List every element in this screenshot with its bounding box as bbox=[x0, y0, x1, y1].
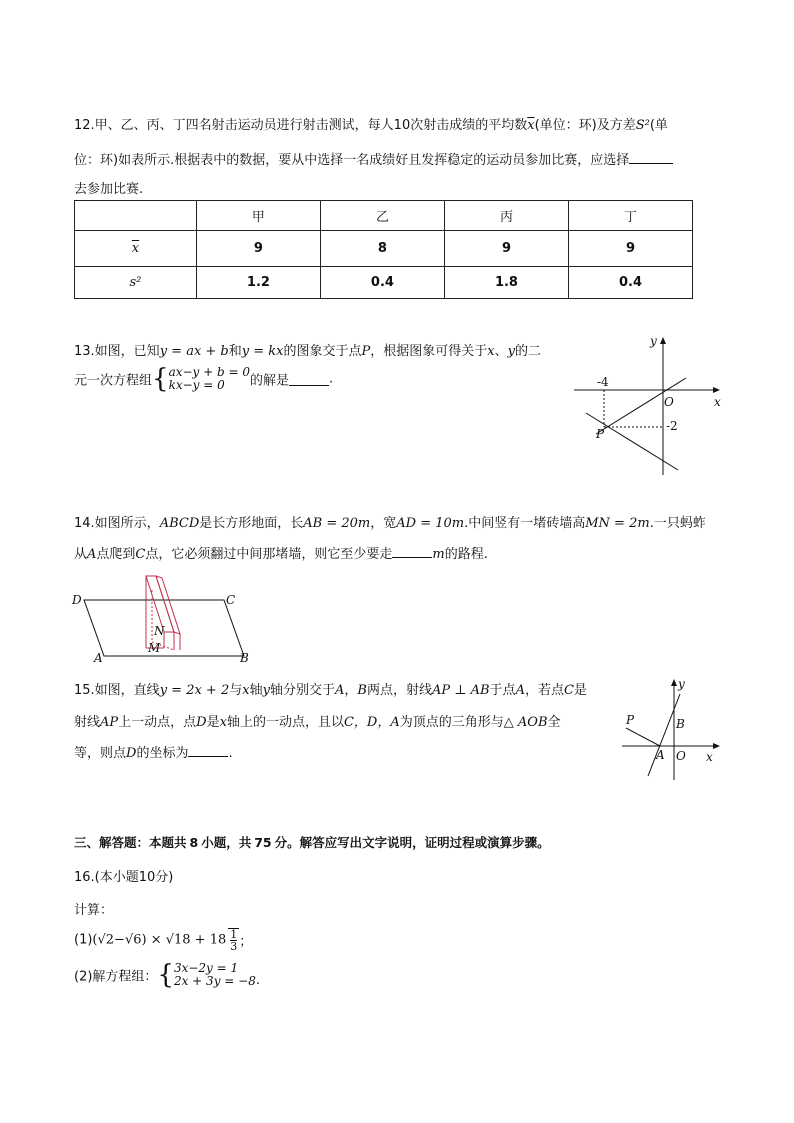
q14-line2 bbox=[74, 543, 488, 562]
ray-ap bbox=[626, 728, 660, 746]
q16-part2-label: (2)解方程组： bbox=[74, 969, 158, 985]
section3-count: 8 bbox=[189, 835, 199, 850]
q14-ad: AD = 10m bbox=[396, 516, 465, 531]
q15-var-x2: x bbox=[219, 715, 227, 730]
q16-sqrt-fraction bbox=[228, 928, 239, 952]
q14-text-c: ，宽 bbox=[370, 516, 397, 531]
q14-text-e: .一只蚂蚱 bbox=[649, 516, 706, 531]
fig15-label-o: O bbox=[676, 749, 686, 763]
q13-text-d: 的二 bbox=[514, 344, 541, 359]
q14-text-line2d: 的路程. bbox=[444, 547, 488, 562]
q12-answer-blank[interactable] bbox=[629, 151, 673, 164]
q14-point-c: C bbox=[135, 547, 146, 562]
q14-ab: AB = 20m bbox=[303, 516, 371, 531]
q15-text-line2e: 为顶点的三角形与 bbox=[399, 715, 504, 730]
q14-text-a: 14.如图所示， bbox=[74, 516, 160, 531]
table-header-row bbox=[75, 201, 693, 231]
q13-equation-system bbox=[169, 366, 250, 392]
figure-13-graph bbox=[568, 330, 738, 480]
q15-var-y: y bbox=[262, 683, 270, 698]
section3-text-a: 三、解答题：本题共 bbox=[74, 835, 187, 850]
q13-text-line2c: . bbox=[329, 371, 334, 387]
y-axis-arrow bbox=[660, 337, 666, 344]
q15-text-g: ，若点 bbox=[524, 683, 564, 698]
fig14-label-b: B bbox=[240, 651, 249, 665]
table-header-cell: 乙 bbox=[320, 201, 444, 231]
q14-text-line2b: 点爬到 bbox=[96, 547, 136, 562]
q13-text-line2b: 的解是 bbox=[250, 373, 290, 389]
section3-text-c: 分。解答应写出文字说明，证明过程或演算步骤。 bbox=[274, 835, 550, 850]
q12-text-c: (单 bbox=[649, 118, 668, 133]
q14-line1 bbox=[74, 512, 706, 531]
section3-heading bbox=[74, 833, 550, 851]
q12-text-line3: 去参加比赛. bbox=[74, 182, 144, 197]
q15-text-b: 与 bbox=[229, 683, 243, 698]
q16-part1 bbox=[74, 928, 252, 952]
table-header-cell: 丁 bbox=[568, 201, 692, 231]
q14-text-line2c: 点，它必须翻过中间那堵墙，则它至少要走 bbox=[145, 547, 393, 562]
q15-answer-blank[interactable] bbox=[188, 744, 228, 757]
table-cell: 1.2 bbox=[196, 267, 320, 299]
fig13-label-p: P bbox=[596, 427, 605, 441]
q15-text-line3b: 的坐标为 bbox=[136, 746, 189, 761]
fig14-label-c: C bbox=[226, 593, 236, 607]
table-row-label: $\overline{x}$ bbox=[75, 231, 197, 267]
q14-mn: MN = 2m bbox=[585, 516, 650, 531]
fig15-label-x: x bbox=[706, 750, 713, 764]
q13-and: 和 bbox=[228, 344, 242, 359]
q13-text-a: 13.如图，已知 bbox=[74, 344, 160, 359]
figure-14-diagram bbox=[66, 570, 266, 670]
fig13-label-x: x bbox=[714, 395, 721, 409]
fig14-label-m: M bbox=[148, 641, 161, 655]
q13-answer-blank[interactable] bbox=[289, 373, 329, 386]
q16-frac-den: 3 bbox=[230, 940, 238, 953]
q14-text-b: 是长方形地面，长 bbox=[199, 516, 304, 531]
q14-unit-m: m bbox=[432, 547, 445, 562]
fig13-label-y: y bbox=[650, 334, 657, 348]
fig15-label-b: B bbox=[676, 717, 685, 731]
q13-var-x: x bbox=[487, 344, 495, 359]
q15-text-a: 15.如图，直线 bbox=[74, 683, 160, 698]
q16-part1-expr: (√2−√6) × √18 + 18 bbox=[92, 932, 227, 948]
q16-part2 bbox=[74, 962, 260, 988]
q12-line2 bbox=[74, 149, 673, 168]
q13-line1 bbox=[74, 340, 541, 359]
q16-sys-eq2: 2x + 3y = −8 bbox=[173, 974, 256, 988]
table-cell: 0.4 bbox=[320, 267, 444, 299]
q16-part2-end: . bbox=[255, 973, 260, 988]
q13-sys-eq2: kx−y = 0 bbox=[168, 378, 225, 392]
q12-line1 bbox=[74, 114, 668, 133]
q15-text-line2c: 是 bbox=[206, 715, 220, 730]
brick-wall bbox=[146, 576, 180, 650]
figure-15-graph bbox=[618, 676, 728, 786]
table-cell: 9 bbox=[196, 231, 320, 267]
fig15-label-a: A bbox=[656, 748, 665, 762]
score-table bbox=[74, 200, 693, 299]
q16-calc-text: 计算： bbox=[74, 903, 114, 918]
q15-point-d2: D bbox=[126, 746, 137, 761]
q15-line2 bbox=[74, 711, 561, 730]
table-cell: 9 bbox=[568, 231, 692, 267]
fig14-label-a: A bbox=[94, 651, 103, 665]
q12-text-a: 12.甲、乙、丙、丁四名射击运动员进行射击测试，每人10次射击成绩的平均数 bbox=[74, 118, 528, 133]
q16-sys-eq1: 3x−2y = 1 bbox=[173, 961, 239, 975]
q15-text-line2d: 轴上的一动点，且以 bbox=[226, 715, 344, 730]
table-cell: 1.8 bbox=[444, 267, 568, 299]
fig14-label-n: N bbox=[154, 624, 165, 638]
q12-line3 bbox=[74, 178, 143, 197]
q15-text-f: 于点 bbox=[489, 683, 516, 698]
table-row-label: s² bbox=[75, 267, 197, 299]
fig13-label-minus2: -2 bbox=[666, 419, 678, 433]
x-axis-arrow bbox=[713, 743, 720, 749]
q15-var-x: x bbox=[242, 683, 250, 698]
q16-equation-system bbox=[174, 962, 256, 988]
q15-text-c: 轴 bbox=[249, 683, 263, 698]
q16-calc bbox=[74, 899, 113, 918]
q16-title-text: 16.(本小题10分) bbox=[74, 870, 174, 885]
q15-eq: y = 2x + 2 bbox=[159, 683, 230, 698]
table-row bbox=[75, 267, 693, 299]
q13-text-c: ，根据图象可得关于 bbox=[370, 344, 488, 359]
xbar-symbol: $\overline{x}$ bbox=[527, 118, 535, 133]
q15-comma: ， bbox=[344, 683, 358, 698]
q13-eq2: y = kx bbox=[241, 344, 284, 359]
q14-text-d: .中间竖有一堵砖墙高 bbox=[464, 516, 586, 531]
q15-point-d: D bbox=[196, 715, 207, 730]
q13-point-p: P bbox=[361, 344, 371, 359]
q15-point-a2: A bbox=[515, 683, 525, 698]
q16-title bbox=[74, 866, 173, 885]
table-cell: 9 bbox=[444, 231, 568, 267]
q15-point-b: B bbox=[357, 683, 367, 698]
q13-var-y: y bbox=[507, 344, 515, 359]
q15-text-line2a: 射线 bbox=[74, 715, 101, 730]
table-cell: 8 bbox=[320, 231, 444, 267]
fig14-label-d: D bbox=[72, 593, 82, 607]
q15-cda: C，D，A bbox=[343, 715, 400, 730]
q15-line1 bbox=[74, 679, 587, 698]
table-header-cell bbox=[75, 201, 197, 231]
q12-text-b: (单位：环)及方差 bbox=[534, 118, 636, 133]
table-cell: 0.4 bbox=[568, 267, 692, 299]
q15-point-a: A bbox=[334, 683, 345, 698]
fig13-label-o: O bbox=[664, 395, 674, 409]
q16-frac-num: 1 bbox=[230, 928, 238, 941]
q15-ap-perp: AP ⊥ AB bbox=[431, 683, 490, 698]
q13-line2 bbox=[74, 366, 333, 392]
q15-point-c: C bbox=[563, 683, 574, 698]
fig15-label-y: y bbox=[678, 677, 685, 691]
q14-point-a: A bbox=[87, 547, 97, 562]
table-header-cell: 甲 bbox=[196, 201, 320, 231]
q15-text-h: 是 bbox=[573, 683, 587, 698]
line-y-2x-2 bbox=[648, 694, 680, 776]
q13-eq1: y = ax + b bbox=[159, 344, 229, 359]
q15-line3 bbox=[74, 742, 233, 761]
fig15-label-p: P bbox=[626, 713, 635, 727]
q14-answer-blank[interactable] bbox=[392, 545, 432, 558]
q15-text-line2b: 上一动点，点 bbox=[118, 715, 197, 730]
line-y-ax-b bbox=[586, 413, 678, 470]
q13-sep: 、 bbox=[494, 344, 508, 359]
fig13-label-minus4: -4 bbox=[597, 375, 609, 389]
q12-text-line2: 位：环)如表所示.根据表中的数据，要从中选择一名成绩好且发挥稳定的运动员参加比赛，应选择 bbox=[74, 153, 630, 168]
q15-text-e: 两点，射线 bbox=[366, 683, 432, 698]
q16-part1-end: ； bbox=[239, 934, 253, 950]
table-header-cell: 丙 bbox=[444, 201, 568, 231]
section3-text-b: 小题，共 bbox=[201, 835, 252, 850]
q14-text-line2a: 从 bbox=[74, 547, 88, 562]
q15-triangle-aob: △ AOB bbox=[503, 715, 548, 730]
q15-text-d: 轴分别交于 bbox=[269, 683, 335, 698]
q16-part1-label: (1) bbox=[74, 932, 93, 948]
q14-abcd: ABCD bbox=[159, 516, 200, 531]
q13-sys-eq1: ax−y + b = 0 bbox=[168, 365, 251, 379]
q15-text-line2f: 全 bbox=[547, 715, 561, 730]
q15-text-line3c: . bbox=[228, 746, 233, 761]
q13-brace: { bbox=[152, 364, 169, 394]
q15-text-line3a: 等，则点 bbox=[74, 746, 127, 761]
q16-brace: { bbox=[157, 960, 174, 990]
x-axis-arrow bbox=[713, 387, 720, 393]
table-row bbox=[75, 231, 693, 267]
q13-text-line2a: 元一次方程组 bbox=[74, 373, 153, 389]
variance-symbol: S² bbox=[635, 118, 650, 133]
section3-score: 75 bbox=[254, 835, 272, 850]
y-axis-arrow bbox=[671, 679, 677, 686]
q13-text-b: 的图象交于点 bbox=[283, 344, 362, 359]
q15-ap: AP bbox=[100, 715, 119, 730]
